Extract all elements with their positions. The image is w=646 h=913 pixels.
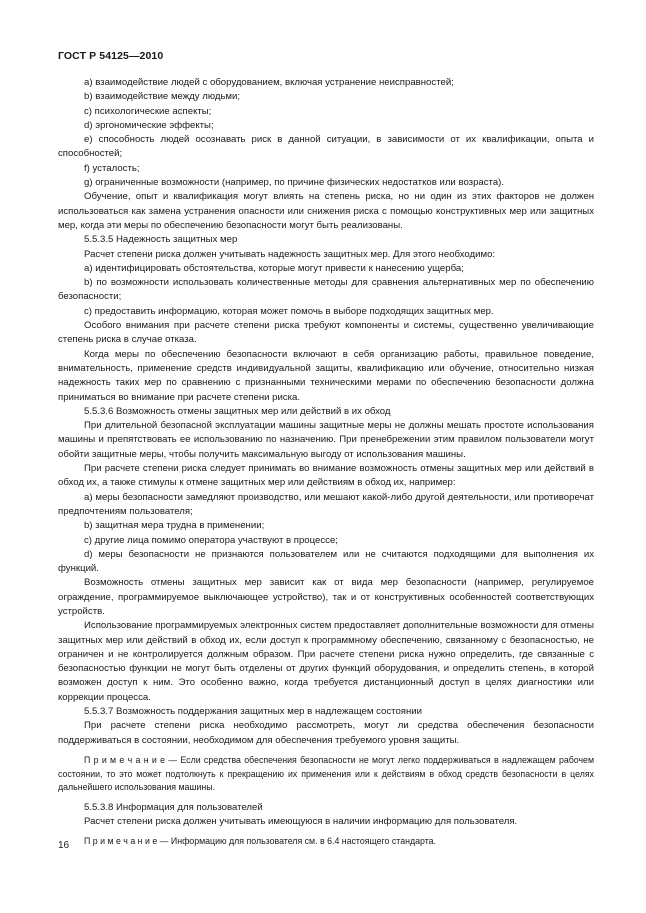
paragraph: а) идентифицировать обстоятельства, которые могут привести к нанесению ущерба; [84, 262, 464, 274]
paragraph: При длительной безопасной эксплуатации машины защитные меры не должны мешать простоте использования машины и препятствовать ее использованию по назначению. При пренебрежении этим правилом пользователи могут обойти защитные меры, чтобы получить максимальную выгоду от использования машины. [58, 420, 594, 460]
section-heading: 5.5.3.8 Информация для пользователей [84, 801, 263, 813]
section-heading: 5.5.3.7 Возможность поддержания защитных мер в надлежащем состоянии [84, 706, 423, 718]
note: П р и м е ч а н и е — Информацию для пользователя см. в 6.4 настоящего стандарта. [84, 836, 436, 847]
section-heading: 5.5.3.5 Надежность защитных мер [84, 234, 238, 246]
paragraph: При расчете степени риска необходимо рассмотреть, могут ли средства обеспечения безопасности поддерживаться в состоянии, необходимом для обеспечения требуемого уровня защиты. [58, 720, 594, 746]
paragraph: а) взаимодействие людей с оборудованием, включая устранение неисправностей; [84, 77, 454, 88]
paragraph: d) эргономические эффекты; [84, 119, 214, 131]
paragraph: Возможность отмены защитных мер зависит как от вида мер безопасности (например, регулируемое ограждение, программируемое выключающее устройство), так и от конструктивных особенностей соответствующих устройств. [58, 577, 594, 617]
paragraph: b) защитная мера трудна в применении; [84, 520, 265, 532]
paragraph: Когда меры по обеспечению безопасности включают в себя организацию работы, правильное поведение, внимательность, применение средств индивидуальной защиты, квалификацию или обучение, относительно низкая надежность таких мер по сравнению с признанными техническими мерами по обеспечению безопасности должна приниматься во внимание при расчете степени риска. [58, 348, 594, 403]
paragraph: f) усталость; [84, 162, 140, 174]
document-body [58, 76, 594, 849]
paragraph: Особого внимания при расчете степени риска требуют компоненты и системы, существенно увеличивающие степень риска в случае отказа. [58, 320, 594, 346]
paragraph: е) способность людей осознавать риск в данной ситуации, в зависимости от их квалификации, опыта и способностей; [58, 134, 594, 160]
page-number: 16 [58, 840, 70, 851]
paragraph: Обучение, опыт и квалификация могут влиять на степень риска, но ни один из этих факторов не должен использоваться как замена устранения опасности или снижения риска с помощью конструктивных мер или защитных мер, когда эти меры по обеспечению безопасности могут быть реализованы. [58, 191, 594, 231]
paragraph: Расчет степени риска должен учитывать имеющуюся в наличии информацию для пользователя. [84, 816, 518, 828]
paragraph: d) меры безопасности не признаются пользователем или не считаются подходящими для выполнения их функций. [58, 548, 594, 575]
paragraph: При расчете степени риска следует принимать во внимание возможность отмены защитных мер или действий в обход их, а также стимулы к отмене защитных мер или действиям в обход их, например: [58, 463, 594, 489]
paragraph: b) по возможности использовать количественные методы для сравнения альтернативных мер по обеспечению безопасности; [58, 277, 594, 303]
paragraph: c) другие лица помимо оператора участвуют в процессе; [84, 534, 338, 546]
paragraph: а) меры безопасности замедляют производство, или мешают какой-либо другой деятельности, или противоречат предпочтениям пользователя; [58, 491, 594, 517]
paragraph: c) психологические аспекты; [84, 105, 212, 117]
paragraph: c) предоставить информацию, которая может помочь в выборе подходящих защитных мер. [84, 305, 494, 317]
paragraph: Расчет степени риска должен учитывать надежность защитных мер. Для этого необходимо: [84, 248, 496, 260]
paragraph: g) ограниченные возможности (например, по причине физических недостатков или возраста). [84, 177, 505, 189]
section-heading: 5.5.3.6 Возможность отмены защитных мер или действий в их обход [84, 405, 391, 417]
document-header: ГОСТ Р 54125—2010 [58, 50, 164, 62]
paragraph: b) взаимодействие между людьми; [84, 91, 241, 103]
paragraph: Использование программируемых электронных систем предоставляет дополнительные возможности для отмены защитных мер или действий в обход их, если доступ к программному обеспечению, связанному с безопасностью, не ограничен и не контролируется должным образом. При расчете степени риска нужно определить, где связанные с безопасностью функции не могут быть отделены от других функций оборудования, и определить степень, в которой возможен доступ к ним. Это особенно важно, когда требуется дистанционный доступ в целях диагностики или коррекции процесса. [58, 620, 594, 703]
note: П р и м е ч а н и е — Если средства обеспечения безопасности не могут легко поддерживаться в надлежащем рабочем состоянии, то это может подтолкнуть к прекращению их применения или к действиям в обход средств безопасности в целях дальнейшего использования машины. [58, 754, 594, 793]
